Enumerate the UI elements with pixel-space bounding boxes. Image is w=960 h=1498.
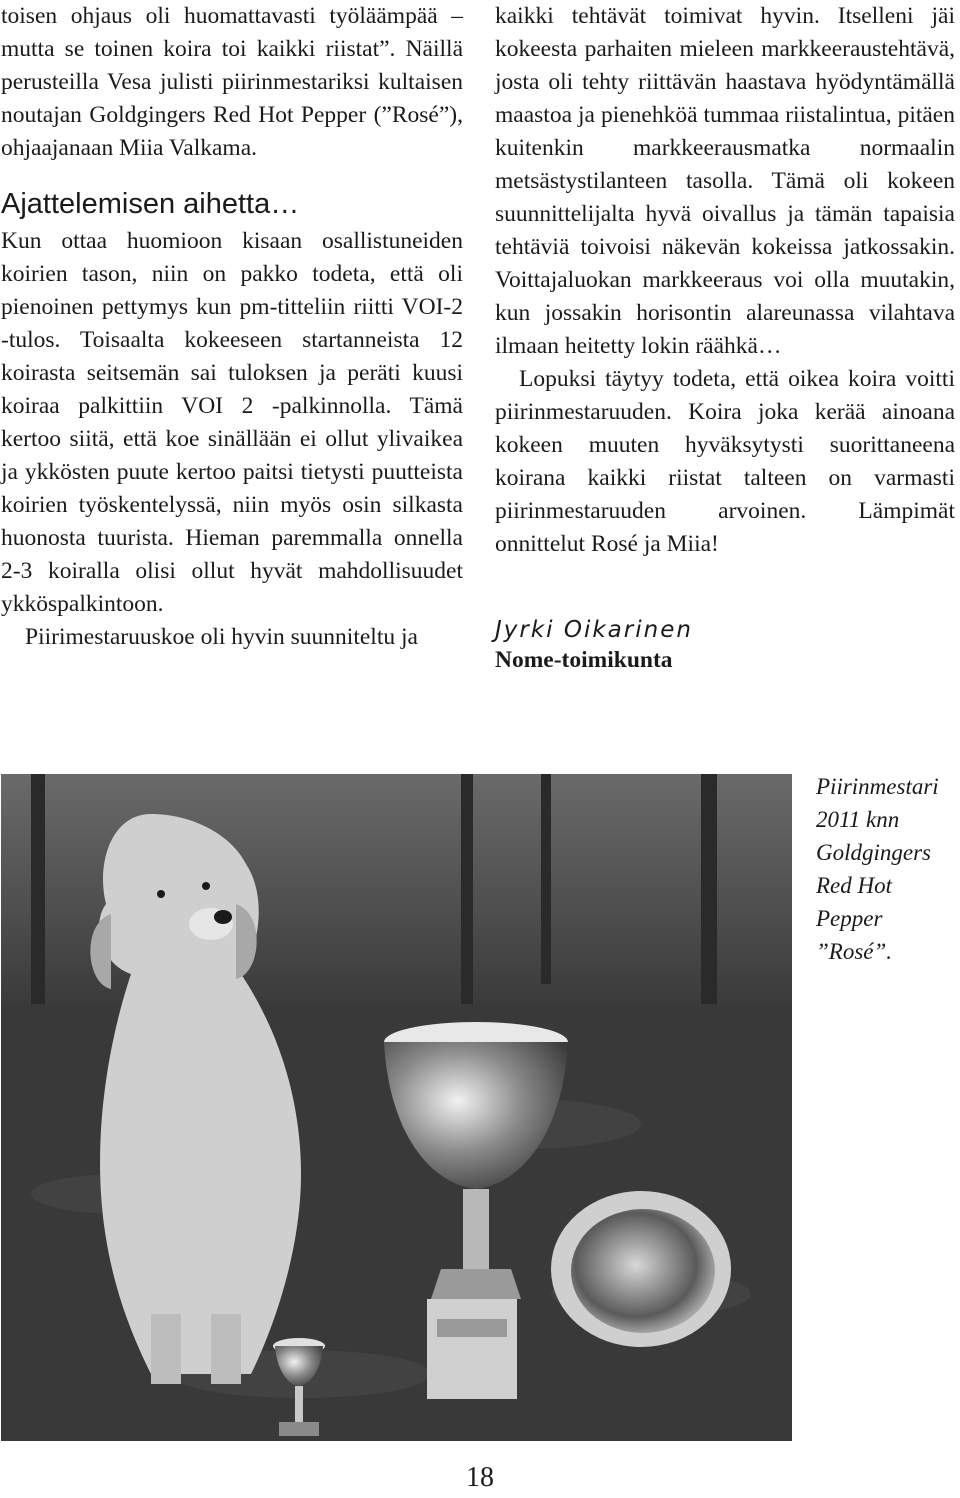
silver-plate	[551, 1191, 731, 1347]
intro-paragraph: toisen ohjaus oli huomattavasti työläämpää – mutta se toinen koira toi kaikki riistat”. Näillä perusteilla Vesa julisti piirinmestariksi kultaisen noutajan Goldgingers Red Hot Pepper (”Rosé”), ohjaajanaan Miia Valkama.	[1, 3, 463, 161]
section-heading: Ajattelemisen aihetta…	[1, 188, 300, 220]
photo-caption: Piirinmestari 2011 knn Goldgingers Red Hot Pepper ”Rosé”.	[816, 774, 939, 964]
continued-paragraph: Piirimestaruuskoe oli hyvin suunniteltu ja	[25, 624, 418, 650]
right-column	[495, 0, 955, 674]
left-column	[1, 0, 463, 654]
right-paragraph-1: kaikki tehtävät toimivat hyvin. Itselleni jäi kokeesta parhaiten mieleen markkeeraustehtävä, josta oli tehty riittävän haastava hyödyntämällä maastoa ja pienehköä tummaa riistalintua, pitäen kuitenkin markkeerausmatka normaalin metsästystilanteen tasolla. Tämä oli kokeen suunnittelijalta hyvä oivallus ja tämän tapaisia tehtäviä toivoisi näkevän kokeissa jatkossakin. Voittajaluokan markkeeraus voi olla muutakin, kun jossakin horisontin alareunassa vilahtava ilmaan heitetty lokin räähkä…	[495, 3, 955, 359]
handwritten-signature: Jyrki Oikarinen	[495, 617, 693, 643]
body-paragraph: Kun ottaa huomioon kisaan osallistuneiden koirien tason, niin on pakko todeta, että oli pienoinen pettymys kun pm-titteliin riitti VOI-2 -tulos. Toisaalta kokeeseen startanneista 12 koirasta seitsemän sai tuloksen ja peräti kuusi koiraa palkittiin VOI 2 -palkinnolla. Tämä kertoo siitä, että koe sinällään ei ollut ylivaikea ja ykkösten puute kertoo paitsi tietysti puutteista koirien työskentelyssä, niin myös osin silkasta huonosta tuurista. Hieman paremmalla onnella 2-3 koiralla olisi ollut hyvät mahdollisuudet ykköspalkintoon.	[1, 228, 463, 617]
dog-with-trophies-photo	[1, 774, 792, 1441]
signature-organization: Nome-toimikunta	[495, 647, 673, 673]
photo-illustration	[1, 774, 792, 1441]
right-paragraph-2: Lopuksi täytyy todeta, että oikea koira voitti piirinmestaruuden. Koira joka kerää ainoana kokeen muuten hyväksytysti suorittaneena koirana kaikki riistat talteen on varmasti piirinmestaruuden arvoinen. Lämpimät onnittelut Rosé ja Miia!	[495, 366, 955, 557]
page-number: 18	[466, 1462, 494, 1493]
